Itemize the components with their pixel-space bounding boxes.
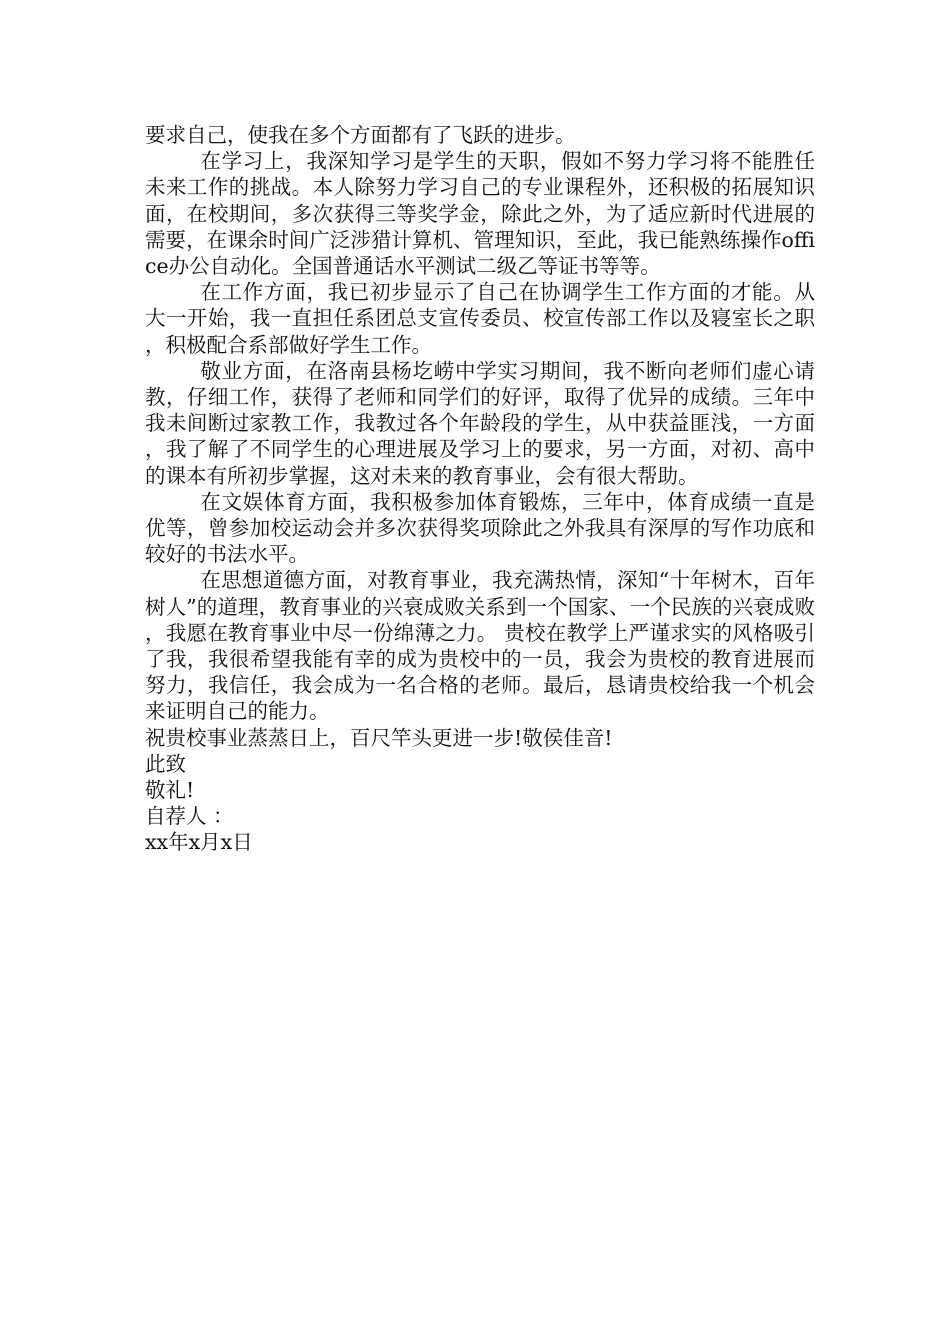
- paragraph-dedication: 敬业方面，在洛南县杨圪崂中学实习期间，我不断向老师们虚心请教，仔细工作，获得了老师和同学们的好评，取得了优异的成绩。三年中我未间断过家教工作，我教过各个年龄段的学生，从中获益匪浅，一方面，我了解了不同学生的心理进展及学习上的要求，另一方面，对初、高中的课本有所初步掌握，这对未来的教育事业，会有很大帮助。: [145, 358, 815, 488]
- paragraph-sports: 在文娱体育方面，我积极参加体育锻炼，三年中，体育成绩一直是优等，曾参加校运动会并多次获得奖项除此之外我具有深厚的写作功底和较好的书法水平。: [145, 489, 815, 567]
- paragraph-morality: 在思想道德方面，对教育事业，我充满热情，深知“十年树木，百年树人”的道理，教育事业的兴衰成败关系到一个国家、一个民族的兴衰成败，我愿在教育事业中尽一份绵薄之力。 贵校在教学上严谨求实的风格吸引了我，我很希望我能有幸的成为贵校中的一员，我会为贵校的教育进展而努力，我信任，我会成为一名合格的老师。最后，恳请贵校给我一个机会来证明自己的能力。: [145, 568, 815, 724]
- closing-salute: 敬礼!: [145, 778, 195, 803]
- closing-wish: 祝贵校事业蒸蒸日上，百尺竿头更进一步!敬侯佳音!: [145, 725, 613, 750]
- paragraph-continuation: 要求自己，使我在多个方面都有了飞跃的进步。: [145, 123, 576, 147]
- closing-signer: 自荐人 ：: [145, 804, 234, 829]
- paragraph-study: 在学习上，我深知学习是学生的天职，假如不努力学习将不能胜任未来工作的挑战。本人除努力学习自己的专业课程外，还积极的拓展知识面，在校期间，多次获得三等奖学金，除此之外，为了适应新时代进展的需要，在课余时间广泛涉猎计算机、管理知识，至此，我已能熟练操作office办公自动化。全国普通话水平测试二级乙等证书等等。: [145, 149, 815, 279]
- closing-date: xx年x月x日: [145, 830, 253, 855]
- document-body: [145, 122, 815, 856]
- closing-to: 此致: [145, 751, 186, 776]
- paragraph-work: 在工作方面，我已初步显示了自己在协调学生工作方面的才能。从大一开始，我一直担任系团总支宣传委员、校宣传部工作以及寝室长之职，积极配合系部做好学生工作。: [145, 280, 815, 357]
